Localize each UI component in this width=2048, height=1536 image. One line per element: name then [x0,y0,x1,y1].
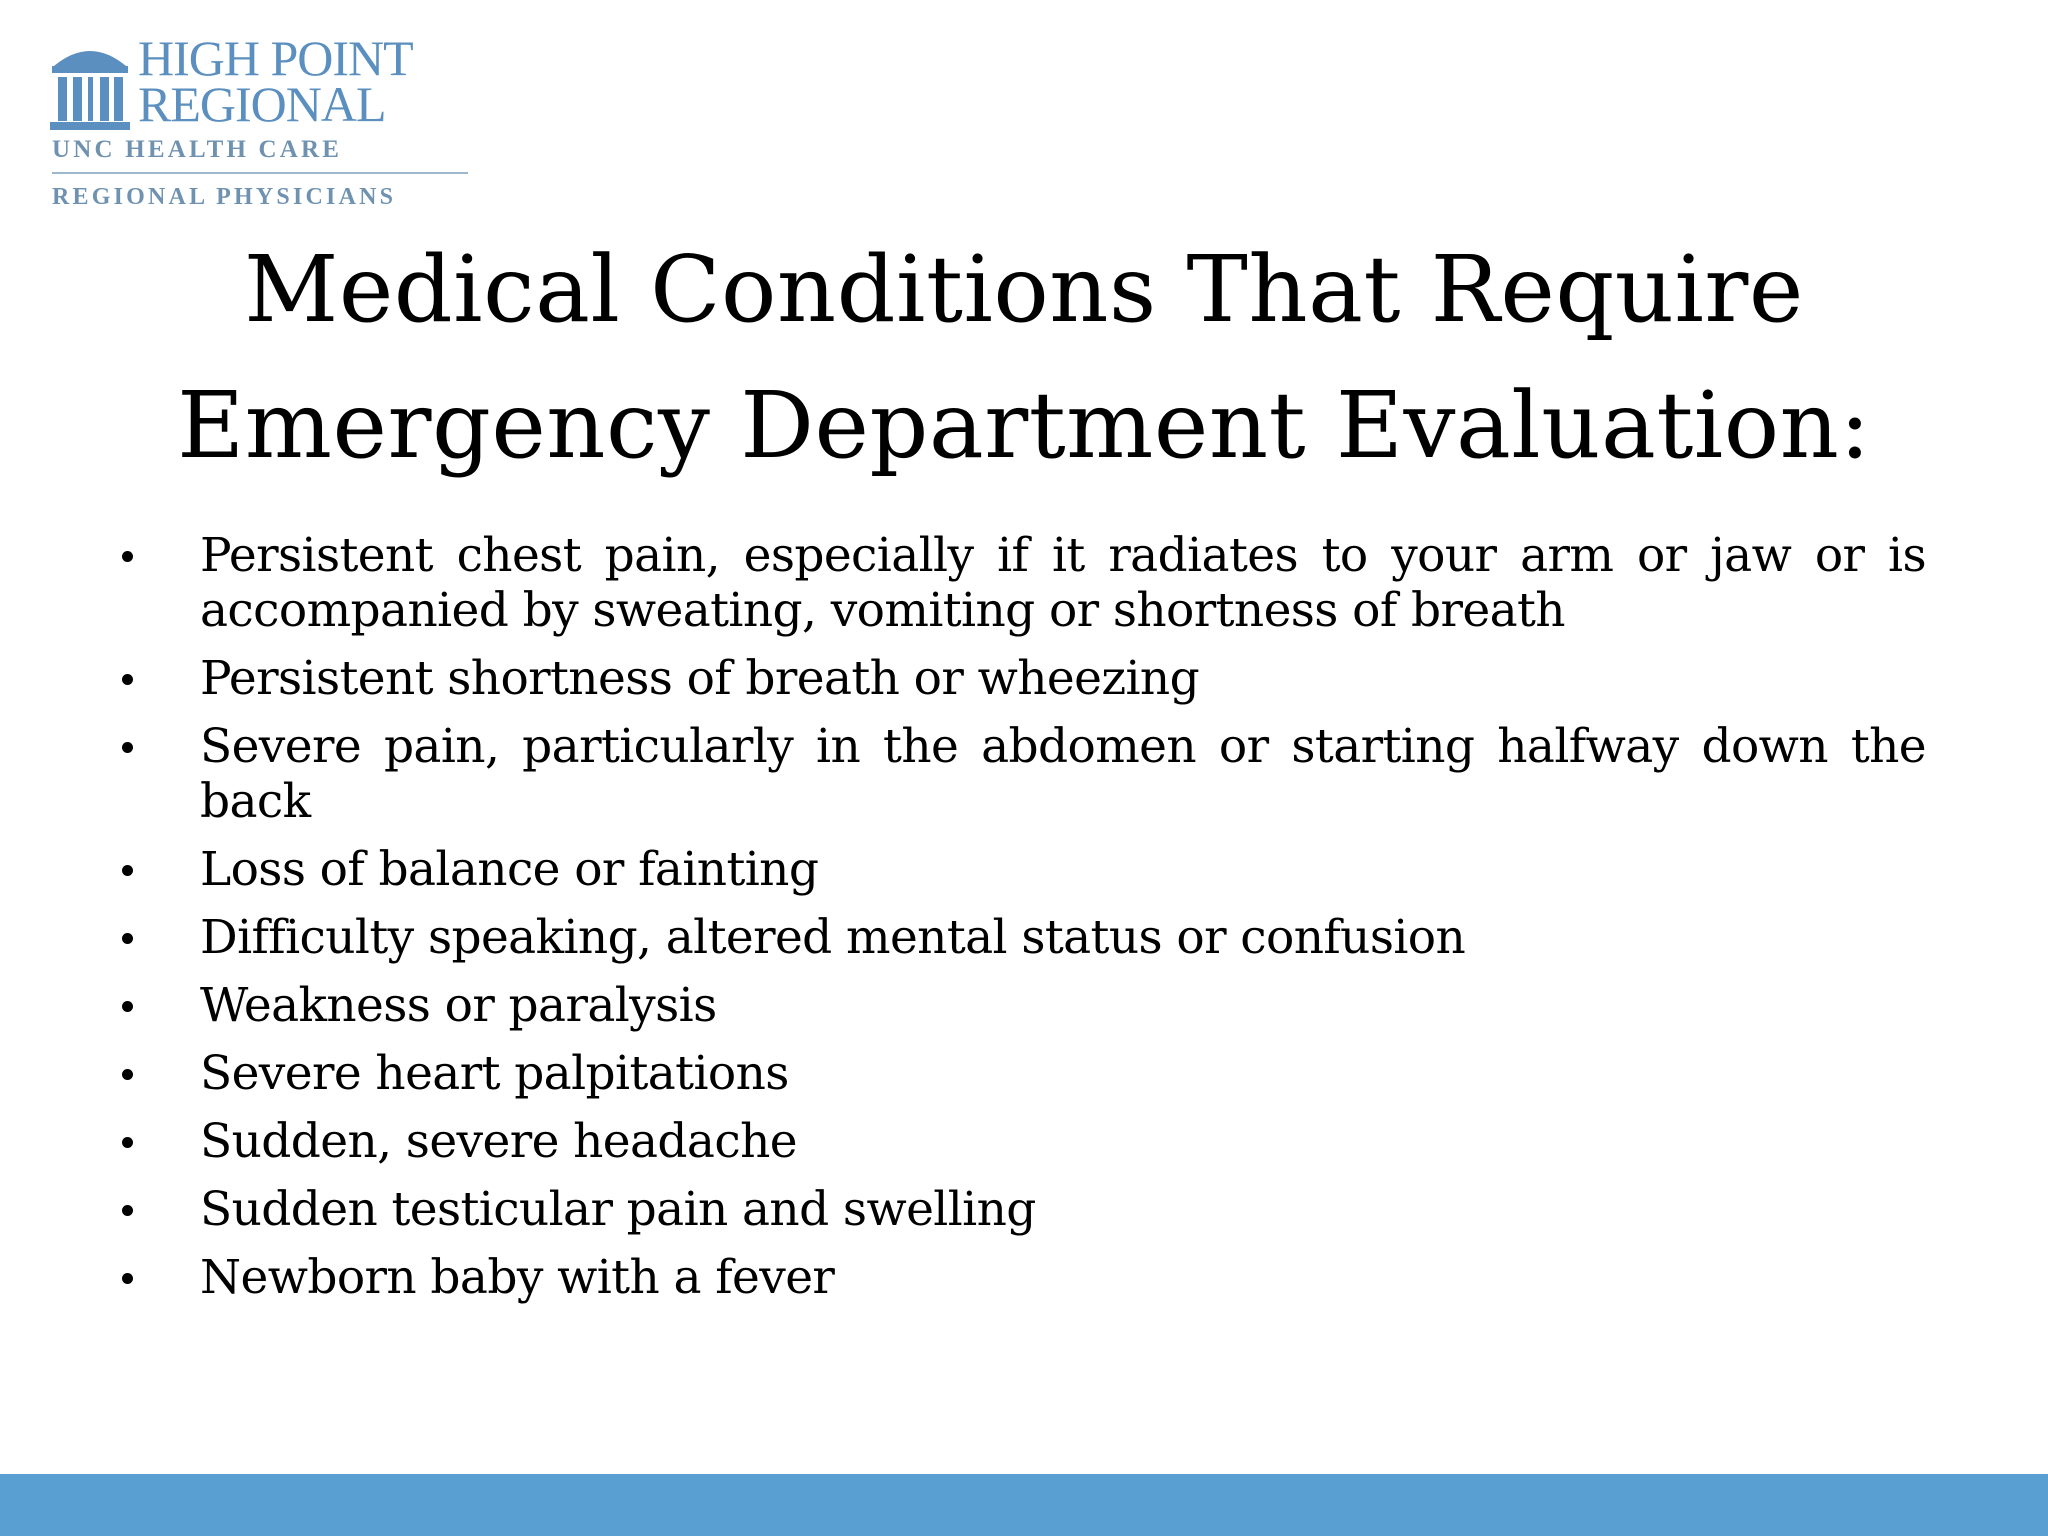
list-item-text: Persistent chest pain, especially if it radiates to your arm or jaw or is accompanied by sweating, vomiting or shortness of breath [200,528,1926,638]
logo-name-line2: REGIONAL [138,76,386,132]
bullet-icon [122,933,133,944]
bullet-icon [122,1205,133,1216]
list-item-text: Weakness or paralysis [200,978,717,1033]
bullet-icon [122,1273,133,1284]
slide-title-line1: Medical Conditions That Require [244,236,1804,343]
bullet-icon [122,551,133,562]
logo-divider [52,172,468,174]
list-item [118,651,1926,706]
list-item-text: Difficulty speaking, altered mental status or confusion [200,910,1466,965]
logo-subtitle-health-care: UNC HEALTH CARE [52,136,343,163]
list-item-text: Newborn baby with a fever [200,1250,835,1305]
organization-logo [46,30,476,216]
list-item-text: Sudden testicular pain and swelling [200,1182,1036,1237]
bullet-icon [122,1001,133,1012]
list-item [118,1250,1926,1305]
list-item [118,1182,1926,1237]
list-item [118,978,1926,1033]
list-item [118,910,1926,965]
list-item-text: Severe heart palpitations [200,1046,789,1101]
list-item [118,842,1926,897]
list-item-text: Loss of balance or fainting [200,842,819,897]
list-item [118,1046,1926,1101]
bullet-icon [122,1069,133,1080]
list-item-text: Persistent shortness of breath or wheezing [200,651,1200,706]
list-item-text: Severe pain, particularly in the abdomen or starting halfway down the back [200,719,1926,829]
conditions-list [118,528,1926,1318]
bullet-icon [122,865,133,876]
logo-subtitle-physicians: REGIONAL PHYSICIANS [52,184,397,210]
bullet-icon [122,1137,133,1148]
footer-bar [0,1474,2048,1536]
list-item [118,719,1926,829]
list-item-text: Sudden, severe headache [200,1114,797,1169]
bullet-icon [122,674,133,685]
logo-wordmark [138,30,478,132]
slide-title-line2: Emergency Department Evaluation: [177,372,1871,479]
logo-name-line1: HIGH POINT [138,30,413,86]
slide-title [100,222,1948,494]
bullet-icon [122,742,133,753]
building-columns-icon [48,40,132,136]
list-item [118,528,1926,638]
list-item [118,1114,1926,1169]
